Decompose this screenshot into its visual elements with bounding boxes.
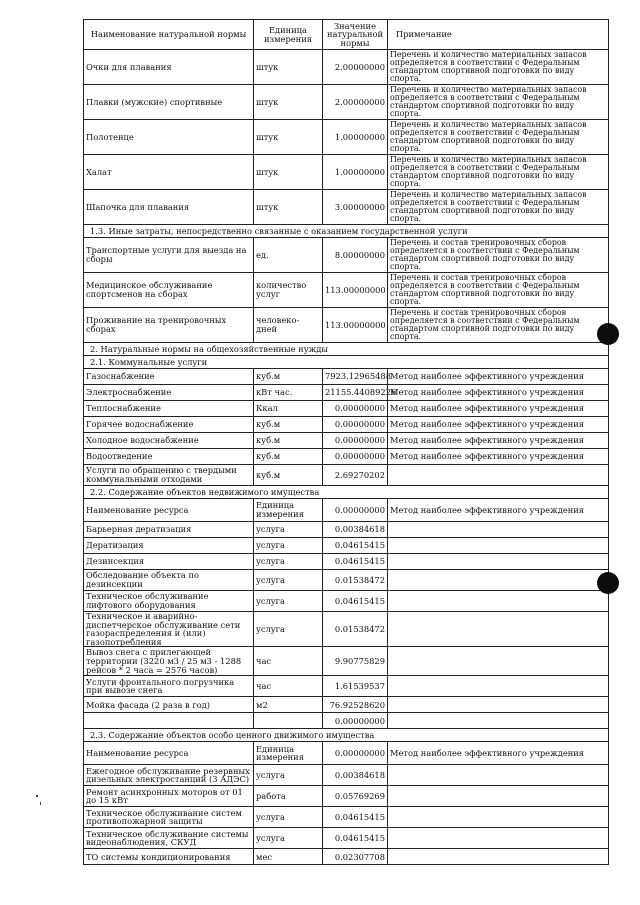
row-unit: куб.м	[254, 417, 323, 433]
table-row	[84, 713, 609, 729]
section-row	[84, 356, 609, 369]
row-name: ТО системы кондиционирования	[84, 849, 254, 865]
row-note	[388, 612, 609, 647]
row-note: Перечень и количество материальных запасов определяется в соответствии с Федеральным стандартом спортивной подготовки по виду спорта.	[388, 155, 609, 190]
section-row	[84, 225, 609, 238]
document-page	[83, 19, 608, 865]
table-row	[84, 554, 609, 570]
row-note	[388, 554, 609, 570]
row-note: Перечень и состав тренировочных сборов определяется в соответствии с Федеральным стандартом спортивной подготовки по виду спорта.	[388, 238, 609, 273]
table-row	[84, 591, 609, 612]
row-note: Метод наиболее эффективного учреждения	[388, 417, 609, 433]
row-name: Электроснабжение	[84, 385, 254, 401]
table-row	[84, 465, 609, 486]
table-row	[84, 807, 609, 828]
table-row	[84, 308, 609, 343]
row-value: 0.00384618	[323, 765, 388, 786]
row-unit: работа	[254, 786, 323, 807]
row-name: Плавки (мужские) спортивные	[84, 85, 254, 120]
row-note	[388, 828, 609, 849]
row-note	[388, 591, 609, 612]
row-note: Перечень и количество материальных запасов определяется в соответствии с Федеральным стандартом спортивной подготовки по виду спорта.	[388, 120, 609, 155]
row-value: 0.01538472	[323, 612, 388, 647]
row-note	[388, 786, 609, 807]
row-name: Халат	[84, 155, 254, 190]
header-value: Значение натуральной нормы	[323, 20, 388, 50]
section-row	[84, 343, 609, 356]
row-name: Вывоз снега с прилегающей территории (3220 м3 / 25 м3 - 1288 рейсов * 2 часа = 2576 часов)	[84, 647, 254, 676]
row-note	[388, 570, 609, 591]
row-name: Водоотведение	[84, 449, 254, 465]
row-unit: услуга	[254, 554, 323, 570]
row-note	[388, 522, 609, 538]
row-unit: куб.м	[254, 465, 323, 486]
row-value: 76.92528620	[323, 697, 388, 713]
row-name: Теплоснабжение	[84, 401, 254, 417]
row-name: Мойка фасада (2 раза в год)	[84, 697, 254, 713]
row-note: Метод наиболее эффективного учреждения	[388, 401, 609, 417]
row-unit	[254, 713, 323, 729]
scan-speck	[40, 802, 41, 805]
row-name: Медицинское обслуживание спортсменов на сборах	[84, 273, 254, 308]
row-name: Обследование объекта по дезинсекции	[84, 570, 254, 591]
table-row	[84, 50, 609, 85]
row-value: 8.00000000	[323, 238, 388, 273]
row-unit: услуга	[254, 570, 323, 591]
row-value: 0.04615415	[323, 591, 388, 612]
row-unit: куб.м	[254, 369, 323, 385]
punch-hole-mark	[597, 572, 619, 594]
row-unit: штук	[254, 190, 323, 225]
row-unit: услуга	[254, 765, 323, 786]
row-unit: Ккал	[254, 401, 323, 417]
table-row	[84, 273, 609, 308]
table-row	[84, 417, 609, 433]
row-note	[388, 647, 609, 676]
row-unit: ед.	[254, 238, 323, 273]
row-name: Наименование ресурса	[84, 742, 254, 765]
table-row	[84, 190, 609, 225]
row-name: Ежегодное обслуживание резервных дизельных электростанций (3 АДЭС)	[84, 765, 254, 786]
row-unit: человеко-дней	[254, 308, 323, 343]
row-unit: мес	[254, 849, 323, 865]
row-note: Метод наиболее эффективного учреждения	[388, 742, 609, 765]
row-unit: услуга	[254, 807, 323, 828]
section-title: 2.1. Коммунальные услуги	[84, 356, 609, 369]
table-row	[84, 742, 609, 765]
row-note	[388, 849, 609, 865]
scan-speck	[36, 795, 38, 797]
row-unit: штук	[254, 155, 323, 190]
row-unit: штук	[254, 120, 323, 155]
table-row	[84, 385, 609, 401]
table-row	[84, 499, 609, 522]
row-name: Техническое обслуживание лифтового оборудования	[84, 591, 254, 612]
row-value: 0.00000000	[323, 449, 388, 465]
row-value: 0.04615415	[323, 554, 388, 570]
row-note: Перечень и состав тренировочных сборов определяется в соответствии с Федеральным стандартом спортивной подготовки по виду спорта.	[388, 308, 609, 343]
row-name: Дератизация	[84, 538, 254, 554]
row-value: 1.00000000	[323, 120, 388, 155]
row-value: 7923.12965488	[323, 369, 388, 385]
row-name: Газоснабжение	[84, 369, 254, 385]
section-title: 2.3. Содержание объектов особо ценного движимого имущества	[84, 729, 609, 742]
header-note: Примечание	[388, 20, 609, 50]
row-note	[388, 676, 609, 697]
table-row	[84, 369, 609, 385]
section-title: 2.2. Содержание объектов недвижимого имущества	[84, 486, 609, 499]
row-value: 0.00000000	[323, 417, 388, 433]
row-name: Техническое обслуживание системы видеонаблюдения, СКУД	[84, 828, 254, 849]
table-row	[84, 433, 609, 449]
row-name: Ремонт асинхронных моторов от 01 до 15 кВт	[84, 786, 254, 807]
row-note	[388, 765, 609, 786]
section-title: 1.3. Иные затраты, непосредственно связанные с оказанием государственной услуги	[84, 225, 609, 238]
row-name: Полотенце	[84, 120, 254, 155]
row-unit: куб.м	[254, 433, 323, 449]
table-row	[84, 401, 609, 417]
row-value: 0.00000000	[323, 433, 388, 449]
row-note: Метод наиболее эффективного учреждения	[388, 369, 609, 385]
row-value: 1.61539537	[323, 676, 388, 697]
row-value: 2.00000000	[323, 50, 388, 85]
row-value: 3.00000000	[323, 190, 388, 225]
table-row	[84, 828, 609, 849]
row-value: 0.00384618	[323, 522, 388, 538]
row-name: Услуги по обращению с твердыми коммунальными отходами	[84, 465, 254, 486]
row-note: Метод наиболее эффективного учреждения	[388, 499, 609, 522]
section-row	[84, 486, 609, 499]
section-row	[84, 729, 609, 742]
row-unit: Единица измерения	[254, 742, 323, 765]
row-value: 2.69270202	[323, 465, 388, 486]
row-name: Барьерная дератизация	[84, 522, 254, 538]
row-value: 0.00000000	[323, 742, 388, 765]
table-row	[84, 849, 609, 865]
row-note	[388, 697, 609, 713]
row-unit: Единица измерения	[254, 499, 323, 522]
table-row	[84, 676, 609, 697]
row-value: 9.90775829	[323, 647, 388, 676]
header-unit: Единица измерения	[254, 20, 323, 50]
row-unit: услуга	[254, 538, 323, 554]
row-value: 1.00000000	[323, 155, 388, 190]
row-value: 0.02307708	[323, 849, 388, 865]
table-row	[84, 612, 609, 647]
row-value: 0.05769269	[323, 786, 388, 807]
table-row	[84, 155, 609, 190]
table-row	[84, 85, 609, 120]
row-name	[84, 713, 254, 729]
row-value: 0.01538472	[323, 570, 388, 591]
row-value: 0.00000000	[323, 499, 388, 522]
row-unit: м2	[254, 697, 323, 713]
row-note: Перечень и количество материальных запасов определяется в соответствии с Федеральным стандартом спортивной подготовки по виду спорта.	[388, 85, 609, 120]
row-name: Холодное водоснабжение	[84, 433, 254, 449]
row-note: Перечень и количество материальных запасов определяется в соответствии с Федеральным стандартом спортивной подготовки по виду спорта.	[388, 190, 609, 225]
row-unit: услуга	[254, 522, 323, 538]
row-value: 0.04615415	[323, 538, 388, 554]
row-value: 21155.44089226	[323, 385, 388, 401]
row-unit: час	[254, 647, 323, 676]
row-unit: услуга	[254, 612, 323, 647]
row-value: 0.00000000	[323, 401, 388, 417]
table-row	[84, 120, 609, 155]
row-unit: кВт час.	[254, 385, 323, 401]
row-note: Перечень и количество материальных запасов определяется в соответствии с Федеральным стандартом спортивной подготовки по виду спорта.	[388, 50, 609, 85]
table-row	[84, 449, 609, 465]
row-unit: час	[254, 676, 323, 697]
row-value: 113.00000000	[323, 273, 388, 308]
row-note: Метод наиболее эффективного учреждения	[388, 385, 609, 401]
table-row	[84, 697, 609, 713]
row-name: Техническое обслуживание систем противопожарной защиты	[84, 807, 254, 828]
row-value: 2.00000000	[323, 85, 388, 120]
section-title: 2. Натуральные нормы на общехозяйственные нужды	[84, 343, 609, 356]
table-row	[84, 765, 609, 786]
punch-hole-mark	[597, 323, 619, 345]
row-name: Горячее водоснабжение	[84, 417, 254, 433]
row-note	[388, 713, 609, 729]
row-note: Метод наиболее эффективного учреждения	[388, 433, 609, 449]
row-name: Наименование ресурса	[84, 499, 254, 522]
norms-table	[83, 19, 609, 865]
header-name: Наименование натуральной нормы	[84, 20, 254, 50]
table-row	[84, 538, 609, 554]
row-unit: услуга	[254, 828, 323, 849]
row-unit: штук	[254, 85, 323, 120]
row-unit: штук	[254, 50, 323, 85]
row-unit: услуга	[254, 591, 323, 612]
row-name: Очки для плавания	[84, 50, 254, 85]
row-value: 0.04615415	[323, 828, 388, 849]
row-note	[388, 807, 609, 828]
row-name: Техническое и аварийно-диспетчерское обслуживание сети газораспределения и (или) газопотребления	[84, 612, 254, 647]
row-name: Транспортные услуги для выезда на сборы	[84, 238, 254, 273]
row-note: Перечень и состав тренировочных сборов определяется в соответствии с Федеральным стандартом спортивной подготовки по виду спорта.	[388, 273, 609, 308]
row-name: Проживание на тренировочных сборах	[84, 308, 254, 343]
table-header-row	[84, 20, 609, 50]
table-row	[84, 238, 609, 273]
row-note: Метод наиболее эффективного учреждения	[388, 449, 609, 465]
row-value: 0.00000000	[323, 713, 388, 729]
table-row	[84, 647, 609, 676]
table-row	[84, 570, 609, 591]
row-name: Услуги фронтального погрузчика при вывозе снега	[84, 676, 254, 697]
row-name: Шапочка для плавания	[84, 190, 254, 225]
row-unit: куб.м	[254, 449, 323, 465]
table-row	[84, 786, 609, 807]
row-unit: количество услуг	[254, 273, 323, 308]
row-value: 0.04615415	[323, 807, 388, 828]
row-name: Дезинсекция	[84, 554, 254, 570]
row-value: 113.00000000	[323, 308, 388, 343]
row-note	[388, 465, 609, 486]
row-note	[388, 538, 609, 554]
table-row	[84, 522, 609, 538]
